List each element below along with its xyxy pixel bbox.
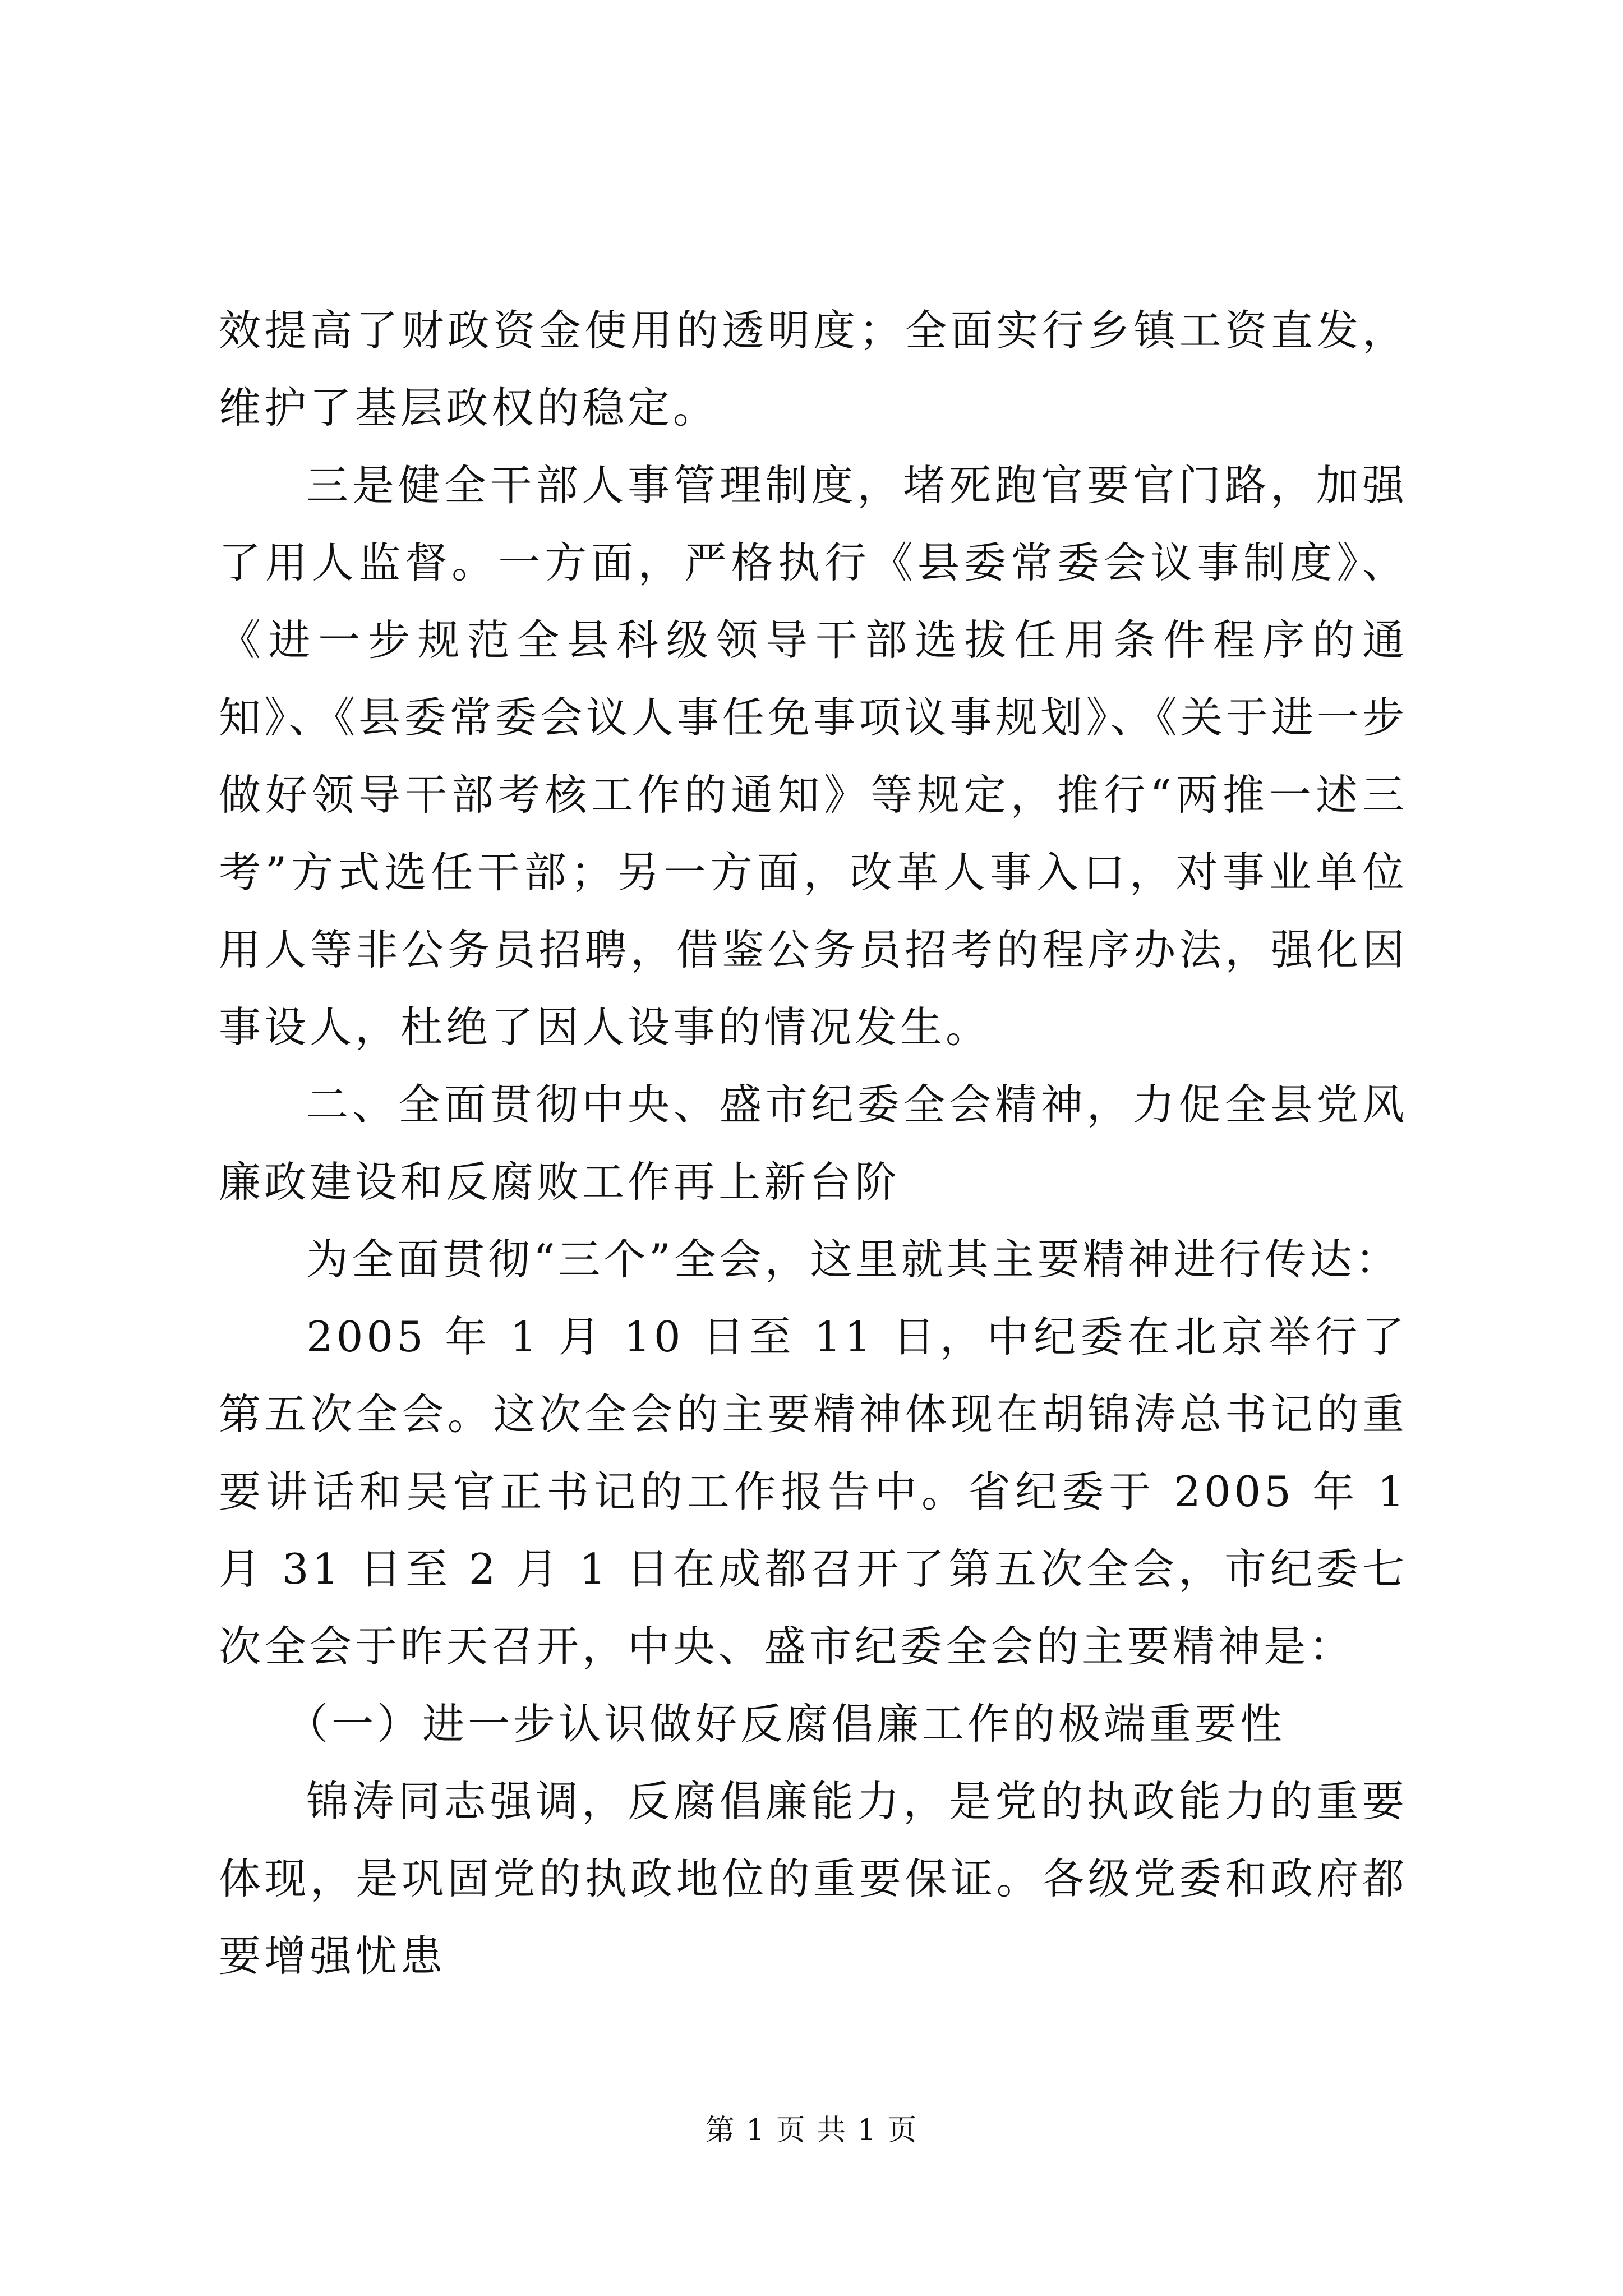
section-heading-2: 二、全面贯彻中央、盛市纪委全会精神，力促全县党风廉政建设和反腐败工作再上新台阶 <box>219 1080 1408 1207</box>
paragraph-4: 为全面贯彻“三个”全会，这里就其主要精神进行传达： <box>306 1235 1401 1284</box>
page-number-footer: 第 1 页 共 1 页 <box>705 2114 918 2147</box>
subsection-heading-1: （一）进一步认识做好反腐倡廉工作的极端重要性 <box>286 1699 1286 1749</box>
paragraph-1: 效提高了财政资金使用的透明度；全面实行乡镇工资直发，维护了基层政权的稳定。 <box>219 306 1408 432</box>
document-body <box>219 292 1408 1995</box>
paragraph-5: 2005 年 1 月 10 日至 11 日，中纪委在北京举行了第五次全会。这次全会的主要精神体现在胡锦涛总书记的重要讲话和吴官正书记的工作报告中。省纪委于 2005 年 1 月 31 日至 2 月 1 日在成都召开了第五次全会，市纪委七次全会于昨天召开，中央、盛市纪委全会的主要精神是： <box>219 1312 1408 1671</box>
paragraph-2: 三是健全干部人事管理制度，堵死跑官要官门路，加强了用人监督。一方面，严格执行《县委常委会议事制度》、《进一步规范全县科级领导干部选拔任用条件程序的通知》、《县委常委会议人事任免事项议事规划》、《关于进一步做好领导干部考核工作的通知》等规定，推行“两推一述三考”方式选任干部；另一方面，改革人事入口，对事业单位用人等非公务员招聘，借鉴公务员招考的程序办法，强化因事设人，杜绝了因人设事的情况发生。 <box>219 461 1408 1052</box>
paragraph-7: 锦涛同志强调，反腐倡廉能力，是党的执政能力的重要体现，是巩固党的执政地位的重要保证。各级党委和政府都要增强忧患 <box>219 1777 1408 1981</box>
